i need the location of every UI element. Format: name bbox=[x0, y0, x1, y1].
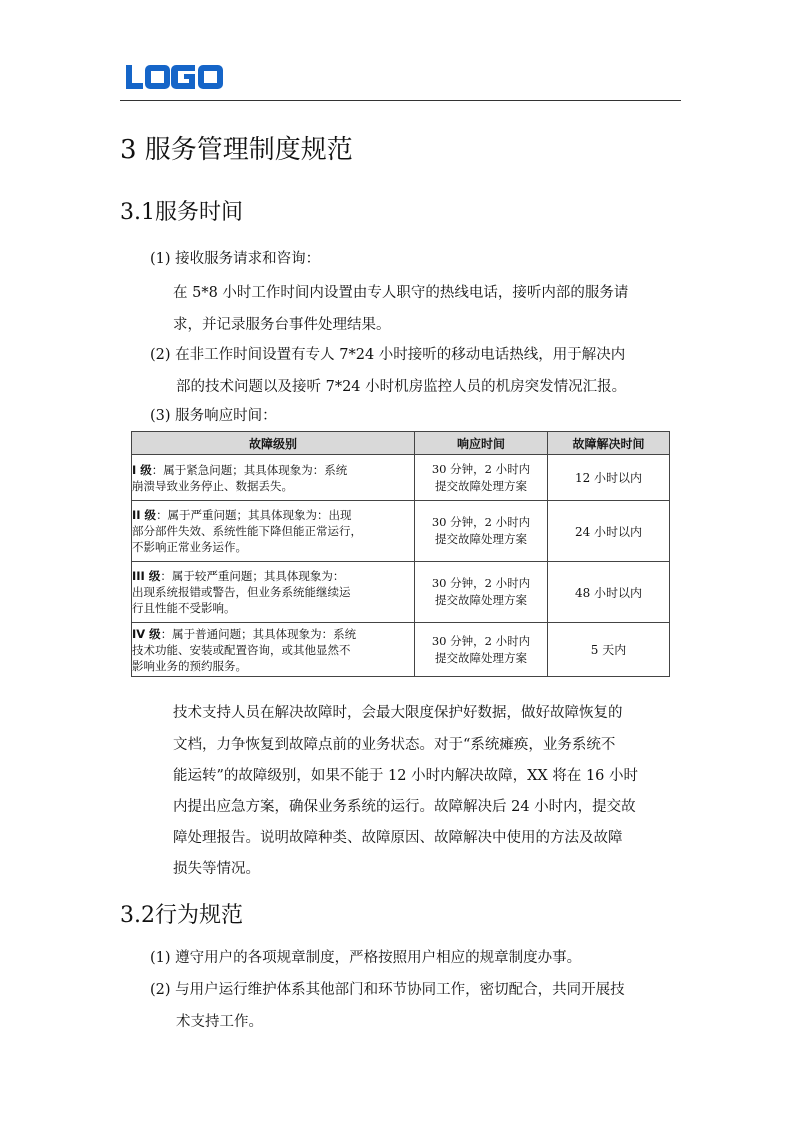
paragraph-line: 障处理报告。说明故障种类、故障原因、故障解决中使用的方法及故障 bbox=[173, 830, 623, 846]
fault-level-desc: 出现系统报错或警告，但业务系统能继续运 bbox=[132, 585, 351, 599]
table-row bbox=[132, 455, 670, 501]
fault-level-cell bbox=[132, 623, 415, 677]
response-time-cell bbox=[415, 501, 548, 562]
paragraph-line: 损失等情况。 bbox=[173, 861, 260, 877]
response-time-cell bbox=[415, 562, 548, 623]
column-header: 响应时间 bbox=[415, 432, 548, 455]
column-header: 故障级别 bbox=[132, 432, 415, 455]
fault-level-cell bbox=[132, 562, 415, 623]
fault-level-name: III 级 bbox=[132, 569, 161, 583]
response-time-text: 30 分钟，2 小时内 bbox=[431, 633, 531, 648]
response-time-text: 30 分钟，2 小时内 bbox=[431, 515, 531, 529]
list-item-continuation: 术支持工作。 bbox=[176, 1014, 263, 1030]
logo bbox=[126, 62, 224, 92]
fault-level-desc: 行且性能不受影响。 bbox=[132, 601, 236, 615]
paragraph-line: 求，并记录服务台事件处理结果。 bbox=[173, 317, 391, 333]
response-time-cell bbox=[415, 623, 548, 677]
list-item-continuation: 部的技术问题以及接听 7*24 小时机房监控人员的机房突发情况汇报。 bbox=[176, 379, 627, 395]
paragraph-line: 内提出应急方案，确保业务系统的运行。故障解决后 24 小时内，提交故 bbox=[173, 799, 636, 815]
response-time-text: 提交故障处理方案 bbox=[435, 478, 527, 493]
list-item: (2) 与用户运行维护体系其他部门和环节协同工作，密切配合，共同开展技 bbox=[150, 982, 625, 998]
paragraph-line: 文档，力争恢复到故障点前的业务状态。对于“系统瘫痪，业务系统不 bbox=[173, 737, 616, 753]
list-item-label: (1) 接收服务请求和咨询： bbox=[150, 251, 321, 267]
fault-level-desc: ：属于紧急问题；其具体现象为：系统 bbox=[151, 462, 348, 477]
response-time-text: 提交故障处理方案 bbox=[435, 650, 527, 665]
response-time-text: 提交故障处理方案 bbox=[435, 593, 527, 607]
fault-level-desc: ：属于普通问题；其具体现象为：系统 bbox=[160, 626, 357, 641]
table-row bbox=[132, 501, 670, 562]
fault-level-desc: ：属于严重问题；其具体现象为：出现 bbox=[156, 508, 352, 522]
resolution-time-cell: 48 小时以内 bbox=[548, 562, 670, 623]
fault-level-desc: ：属于较严重问题；其具体现象为： bbox=[160, 569, 345, 583]
paragraph-line: 在 5*8 小时工作时间内设置由专人职守的热线电话，接听内部的服务请 bbox=[173, 285, 629, 301]
list-item-label: (3) 服务响应时间： bbox=[150, 408, 277, 424]
fault-level-desc: 技术功能、安装或配置咨询，或其他显然不 bbox=[132, 642, 351, 657]
header-divider bbox=[120, 100, 681, 101]
response-time-text: 30 分钟，2 小时内 bbox=[431, 461, 531, 476]
response-time-table bbox=[131, 431, 670, 677]
resolution-time-cell: 24 小时以内 bbox=[548, 501, 670, 562]
fault-level-desc: 影响业务的预约服务。 bbox=[132, 658, 247, 673]
table-row bbox=[132, 562, 670, 623]
fault-level-cell bbox=[132, 501, 415, 562]
paragraph-line: 能运转”的故障级别，如果不能于 12 小时内解决故障，XX 将在 16 小时 bbox=[173, 768, 639, 784]
fault-level-desc: 崩溃导致业务停止、数据丢失。 bbox=[132, 478, 293, 493]
fault-level-name: I 级 bbox=[132, 462, 152, 477]
list-item: (2) 在非工作时间设置有专人 7*24 小时接听的移动电话热线，用于解决内 bbox=[150, 347, 626, 363]
response-time-text: 提交故障处理方案 bbox=[435, 532, 527, 546]
response-time-cell bbox=[415, 455, 548, 501]
section-heading-conduct: 3.2行为规范 bbox=[120, 903, 243, 928]
fault-level-name: IV 级 bbox=[132, 626, 161, 641]
table-header-row bbox=[132, 432, 670, 455]
fault-level-cell bbox=[132, 455, 415, 501]
list-item: (1) 遵守用户的各项规章制度，严格按照用户相应的规章制度办事。 bbox=[150, 950, 582, 966]
table-row bbox=[132, 623, 670, 677]
resolution-time-cell: 12 小时以内 bbox=[548, 455, 670, 501]
fault-level-desc: 部分部件失效、系统性能下降但能正常运行， bbox=[132, 524, 362, 538]
column-header: 故障解决时间 bbox=[548, 432, 670, 455]
fault-level-name: II 级 bbox=[132, 508, 157, 522]
resolution-time-cell: 5 天内 bbox=[548, 623, 670, 677]
section-heading-service-time: 3.1服务时间 bbox=[120, 200, 243, 225]
fault-level-desc: 不影响正常业务运作。 bbox=[132, 540, 247, 554]
response-time-text: 30 分钟，2 小时内 bbox=[431, 576, 531, 590]
paragraph-line: 技术支持人员在解决故障时，会最大限度保护好数据，做好故障恢复的 bbox=[173, 705, 623, 721]
page-title: 3 服务管理制度规范 bbox=[120, 135, 353, 165]
